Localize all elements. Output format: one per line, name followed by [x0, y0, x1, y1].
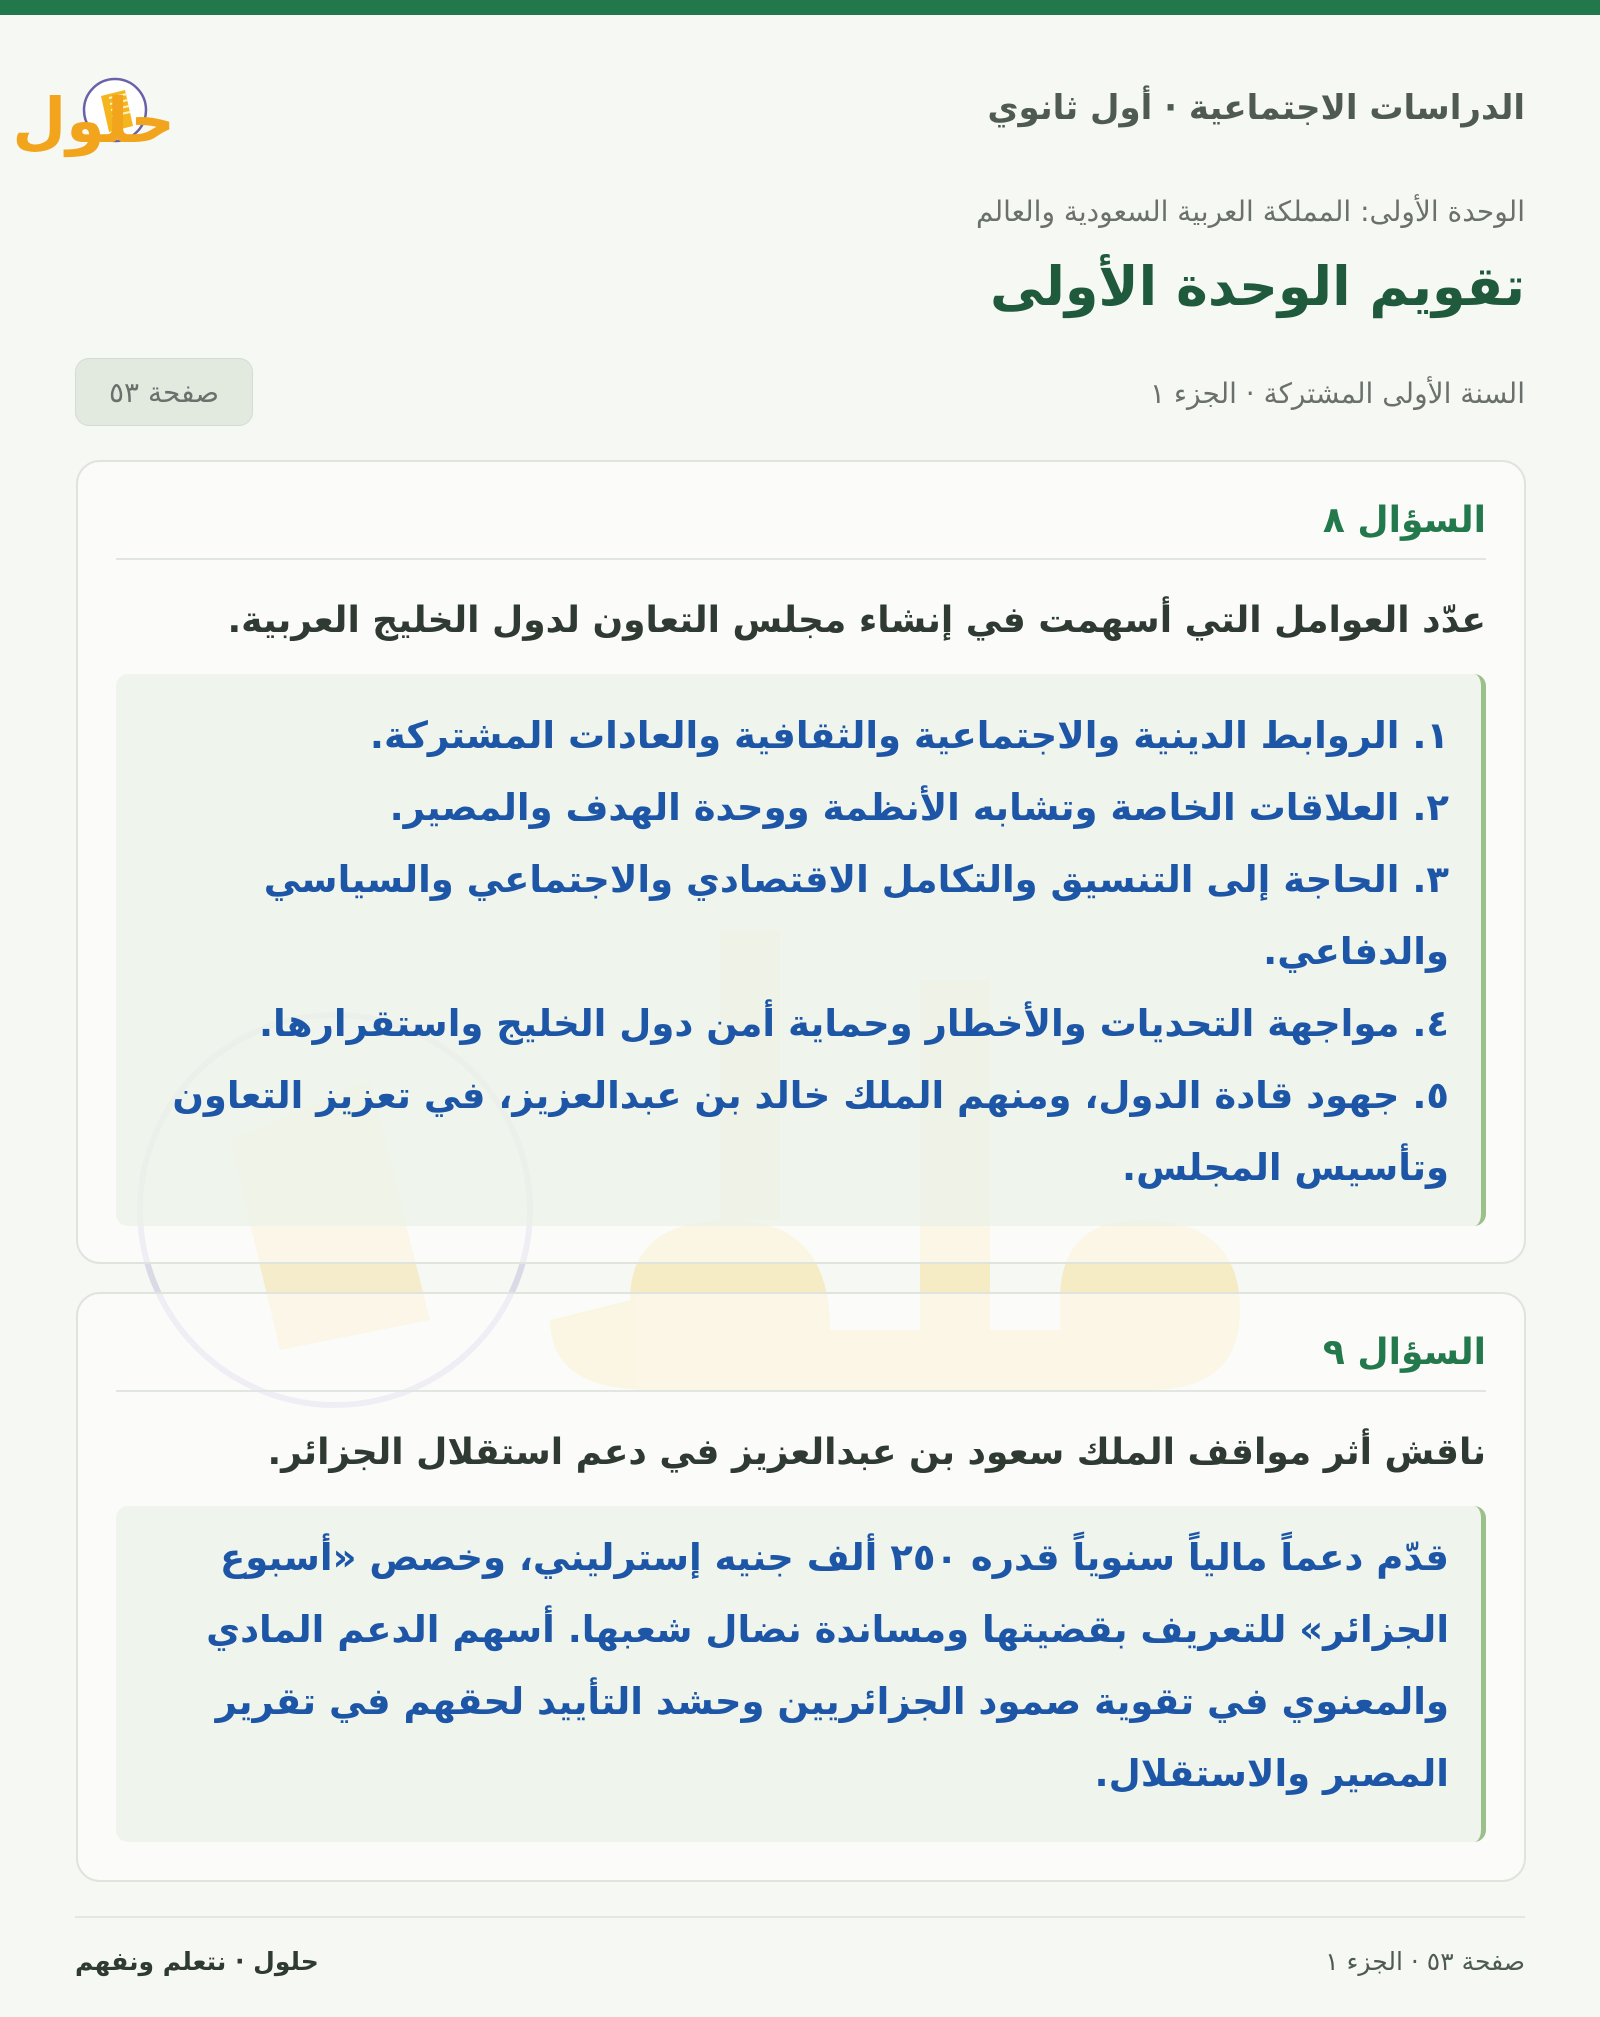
page-number-badge: صفحة ٥٣ [75, 358, 253, 426]
divider [116, 558, 1486, 560]
question-text: عدّد العوامل التي أسهمت في إنشاء مجلس التعاون لدول الخليج العربية. [227, 600, 1486, 641]
course-meta: السنة الأولى المشتركة · الجزء ١ [1149, 377, 1525, 410]
question-text: ناقش أثر مواقف الملك سعود بن عبدالعزيز في دعم استقلال الجزائر. [267, 1432, 1486, 1473]
answer-box [116, 674, 1486, 1226]
answer-item: ١. الروابط الدينية والاجتماعية والثقافية والعادات المشتركة. [369, 714, 1449, 757]
top-accent-bar [0, 0, 1600, 15]
page-title: تقويم الوحدة الأولى [989, 255, 1525, 318]
footer-page-info: صفحة ٥٣ · الجزء ١ [1325, 1947, 1525, 1976]
divider [116, 1390, 1486, 1392]
question-card-9 [76, 1292, 1526, 1882]
answer-item: ٣. الحاجة إلى التنسيق والتكامل الاقتصادي والاجتماعي والسياسي والدفاعي. [263, 858, 1449, 973]
answer-item: ٥. جهود قادة الدول، ومنهم الملك خالد بن عبدالعزيز، في تعزيز التعاون وتأسيس المجلس. [172, 1074, 1449, 1189]
answer-box [116, 1506, 1486, 1842]
logo-wordmark: حلول [12, 84, 175, 157]
subject-title: الدراسات الاجتماعية · أول ثانوي [987, 88, 1525, 128]
page-header [12, 60, 1525, 157]
footer-brand: حلول · نتعلم ونفهم [75, 1947, 319, 1976]
answer-item: ٢. العلاقات الخاصة وتشابه الأنظمة ووحدة الهدف والمصير. [389, 786, 1449, 829]
question-label: السؤال ٨ [1322, 500, 1486, 541]
answer-item: ٤. مواجهة التحديات والأخطار وحماية أمن دول الخليج واستقرارها. [258, 1002, 1449, 1045]
question-label: السؤال ٩ [1322, 1332, 1486, 1373]
answer-paragraph: قدّم دعماً مالياً سنوياً قدره ٢٥٠ ألف جنيه إسترليني، وخصص «أسبوع الجزائر» للتعريف بقضيتها ومساندة نضال شعبها. أسهم الدعم المادي والمعنوي في تقوية صمود الجزائريين وحشد التأييد لحقهم في تقرير المصير والاستقلال. [206, 1536, 1449, 1795]
hulul-logo [12, 60, 345, 160]
answer-list [148, 700, 1449, 1204]
question-card-8 [76, 460, 1526, 1264]
footer-divider [75, 1916, 1525, 1918]
unit-subtitle: الوحدة الأولى: المملكة العربية السعودية والعالم [975, 195, 1525, 228]
